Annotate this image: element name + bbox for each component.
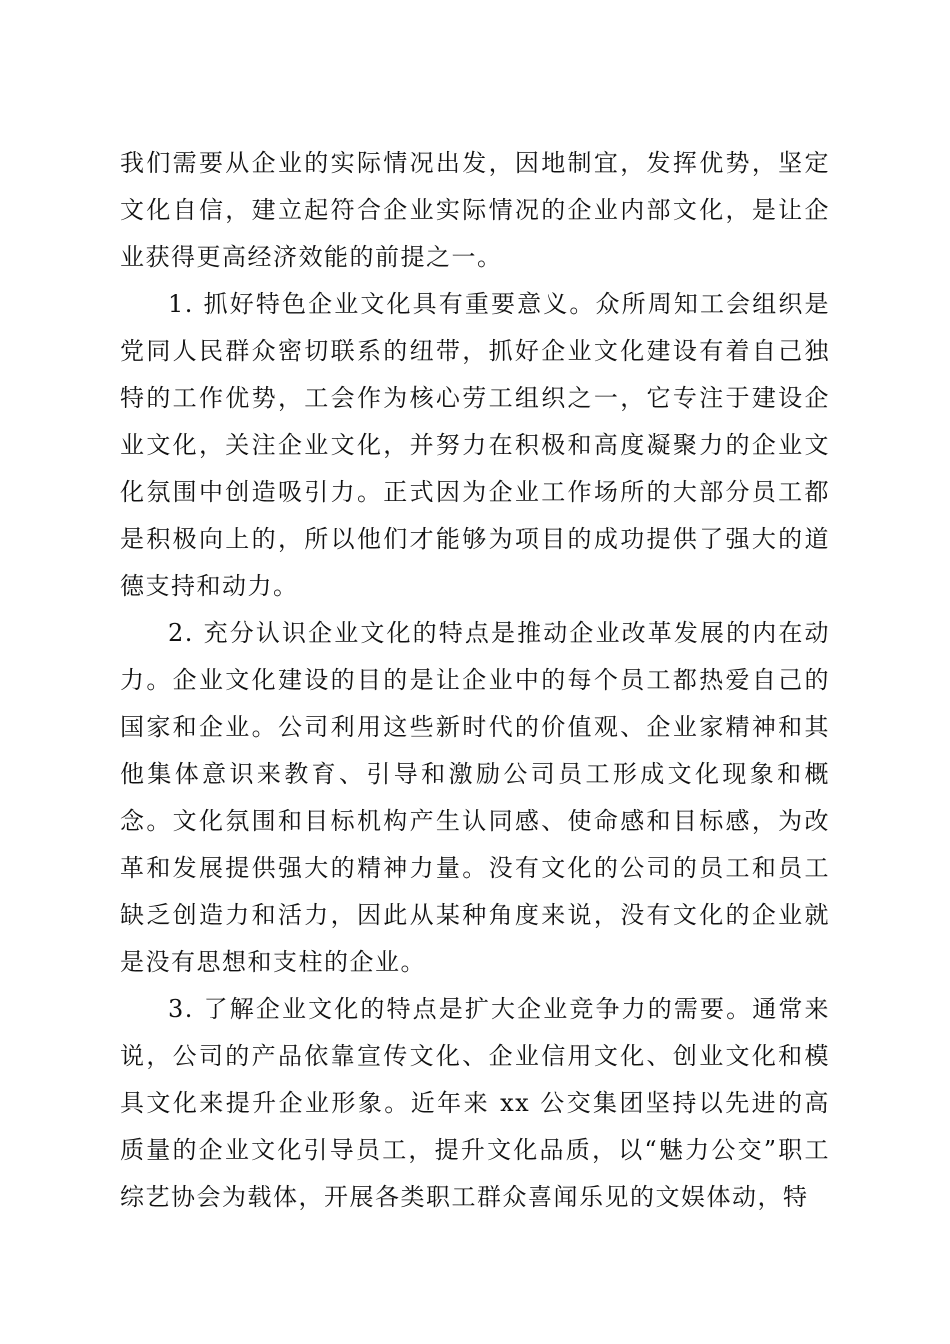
paragraph-point-1: 1. 抓好特色企业文化具有重要意义。众所周知工会组织是党同人民群众密切联系的纽带，抓好企业文化建设有着自己独特的工作优势，工会作为核心劳工组织之一，它专注于建设企业文化，关注企业文化，并努力在积极和高度凝聚力的企业文化氛围中创造吸引力。正式因为企业工作场所的大部分员工都是积极向上的，所以他们才能够为项目的成功提供了强大的道德支持和动力。 (120, 290, 830, 600)
paragraph-continuation: 我们需要从企业的实际情况出发，因地制宜，发挥优势，坚定文化自信，建立起符合企业实际情况的企业内部文化，是让企业获得更高经济效能的前提之一。 (120, 149, 830, 271)
document-body (120, 140, 830, 1221)
paragraph-point-2: 2. 充分认识企业文化的特点是推动企业改革发展的内在动力。企业文化建设的目的是让企业中的每个员工都热爱自己的国家和企业。公司利用这些新时代的价值观、企业家精神和其他集体意识来教育、引导和激励公司员工形成文化现象和概念。文化氛围和目标机构产生认同感、使命感和目标感，为改革和发展提供强大的精神力量。没有文化的公司的员工和员工缺乏创造力和活力，因此从某种角度来说，没有文化的企业就是没有思想和支柱的企业。 (120, 619, 830, 976)
paragraph-point-3: 3. 了解企业文化的特点是扩大企业竞争力的需要。通常来说，公司的产品依靠宣传文化、企业信用文化、创业文化和模具文化来提升企业形象。近年来 xx 公交集团坚持以先进的高质量的企业文化引导员工，提升文化品质，以“魅力公交”职工综艺协会为载体，开展各类职工群众喜闻乐见的文娱体动，特 (120, 995, 830, 1211)
